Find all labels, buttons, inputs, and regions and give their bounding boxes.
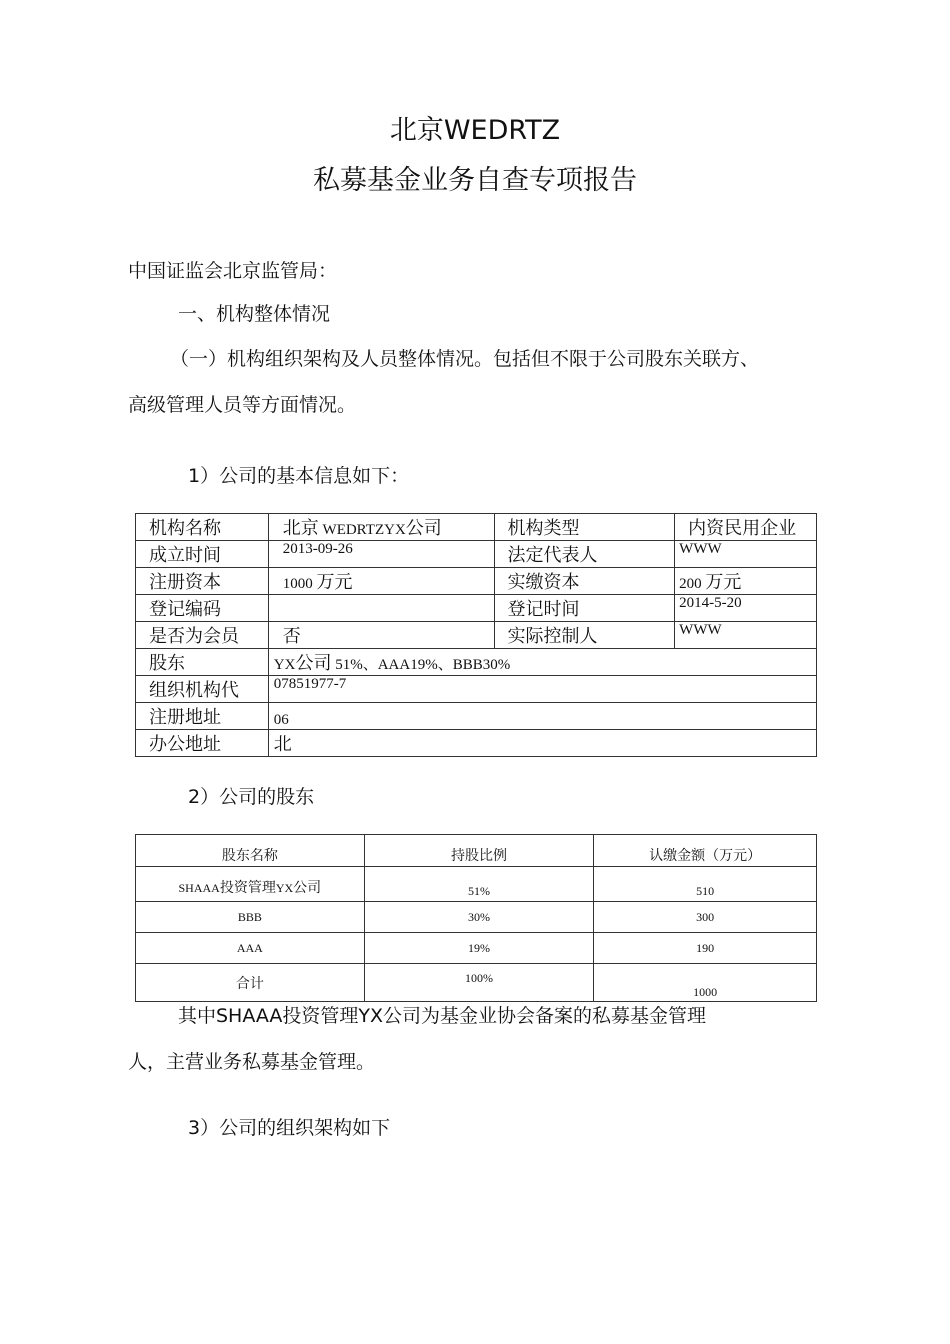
column-header: 持股比例 <box>364 835 594 867</box>
page-subtitle: 私募基金业务自查专项报告 <box>313 165 637 196</box>
table-row <box>136 649 817 676</box>
table-value: WWW <box>675 622 817 649</box>
table-value: 06 <box>268 703 816 730</box>
share-ratio: 19% <box>364 933 594 964</box>
table-value: 200 万元 <box>675 568 817 595</box>
table-total-row <box>136 964 817 1002</box>
paragraph-line: 其中SHAAA投资管理YX公司为基金业协会备案的私募基金管理 <box>178 1005 707 1027</box>
shareholder-table <box>135 834 817 1002</box>
share-ratio: 100% <box>364 964 594 1002</box>
table-value: 2014-5-20 <box>675 595 817 622</box>
column-header: 认缴金额（万元） <box>594 835 817 867</box>
table-row <box>136 902 817 933</box>
table-label: 机构类型 <box>494 514 675 541</box>
table-label: 登记时间 <box>494 595 675 622</box>
share-ratio: 30% <box>364 902 594 933</box>
table-row <box>136 933 817 964</box>
table-label: 登记编码 <box>136 595 269 622</box>
table-value <box>268 595 494 622</box>
table-value: 2013-09-26 <box>268 541 494 568</box>
share-amount: 190 <box>594 933 817 964</box>
share-ratio: 51% <box>364 867 594 902</box>
table-row <box>136 676 817 703</box>
table-row <box>136 622 817 649</box>
table-label: 注册地址 <box>136 703 269 730</box>
shareholder-name: AAA <box>136 933 365 964</box>
table-value: 内资民用企业 <box>675 514 817 541</box>
table-label: 股东 <box>136 649 269 676</box>
table-value: 北京 WEDRTZYX公司 <box>268 514 494 541</box>
subheading-shareholders: 2）公司的股东 <box>188 786 315 808</box>
paragraph-line: （一）机构组织架构及人员整体情况。包括但不限于公司股东关联方、 <box>170 348 760 370</box>
shareholder-name: SHAAA投资管理YX公司 <box>136 867 365 902</box>
share-amount: 1000 <box>594 964 817 1002</box>
table-label: 成立时间 <box>136 541 269 568</box>
table-value: 北 <box>268 730 816 757</box>
table-label: 实际控制人 <box>494 622 675 649</box>
page-title: 北京WEDRTZ <box>389 115 561 146</box>
table-row <box>136 568 817 595</box>
paragraph-line: 高级管理人员等方面情况。 <box>128 394 357 416</box>
table-label: 组织机构代 <box>136 676 269 703</box>
table-label: 实缴资本 <box>494 568 675 595</box>
section-heading: 一、机构整体情况 <box>178 303 331 325</box>
table-row <box>136 541 817 568</box>
table-row <box>136 514 817 541</box>
addressee: 中国证监会北京监管局： <box>128 260 338 282</box>
shareholder-name: 合计 <box>136 964 365 1002</box>
table-value: 1000 万元 <box>268 568 494 595</box>
table-value: 07851977-7 <box>268 676 816 703</box>
table-row <box>136 703 817 730</box>
table-value: WWW <box>675 541 817 568</box>
table-label: 法定代表人 <box>494 541 675 568</box>
subheading-org-structure: 3）公司的组织架构如下 <box>188 1117 391 1139</box>
table-label: 办公地址 <box>136 730 269 757</box>
table-value: YX公司 51%、AAA19%、BBB30% <box>268 649 816 676</box>
paragraph-line: 人，主营业务私募基金管理。 <box>128 1051 376 1073</box>
table-label: 是否为会员 <box>136 622 269 649</box>
subheading-basic-info: 1）公司的基本信息如下： <box>188 465 410 487</box>
share-amount: 300 <box>594 902 817 933</box>
share-amount: 510 <box>594 867 817 902</box>
table-value: 否 <box>268 622 494 649</box>
basic-info-table <box>135 513 817 757</box>
table-row <box>136 730 817 757</box>
column-header: 股东名称 <box>136 835 365 867</box>
table-label: 机构名称 <box>136 514 269 541</box>
table-row <box>136 595 817 622</box>
table-header-row <box>136 835 817 867</box>
table-label: 注册资本 <box>136 568 269 595</box>
table-row <box>136 867 817 902</box>
shareholder-name: BBB <box>136 902 365 933</box>
